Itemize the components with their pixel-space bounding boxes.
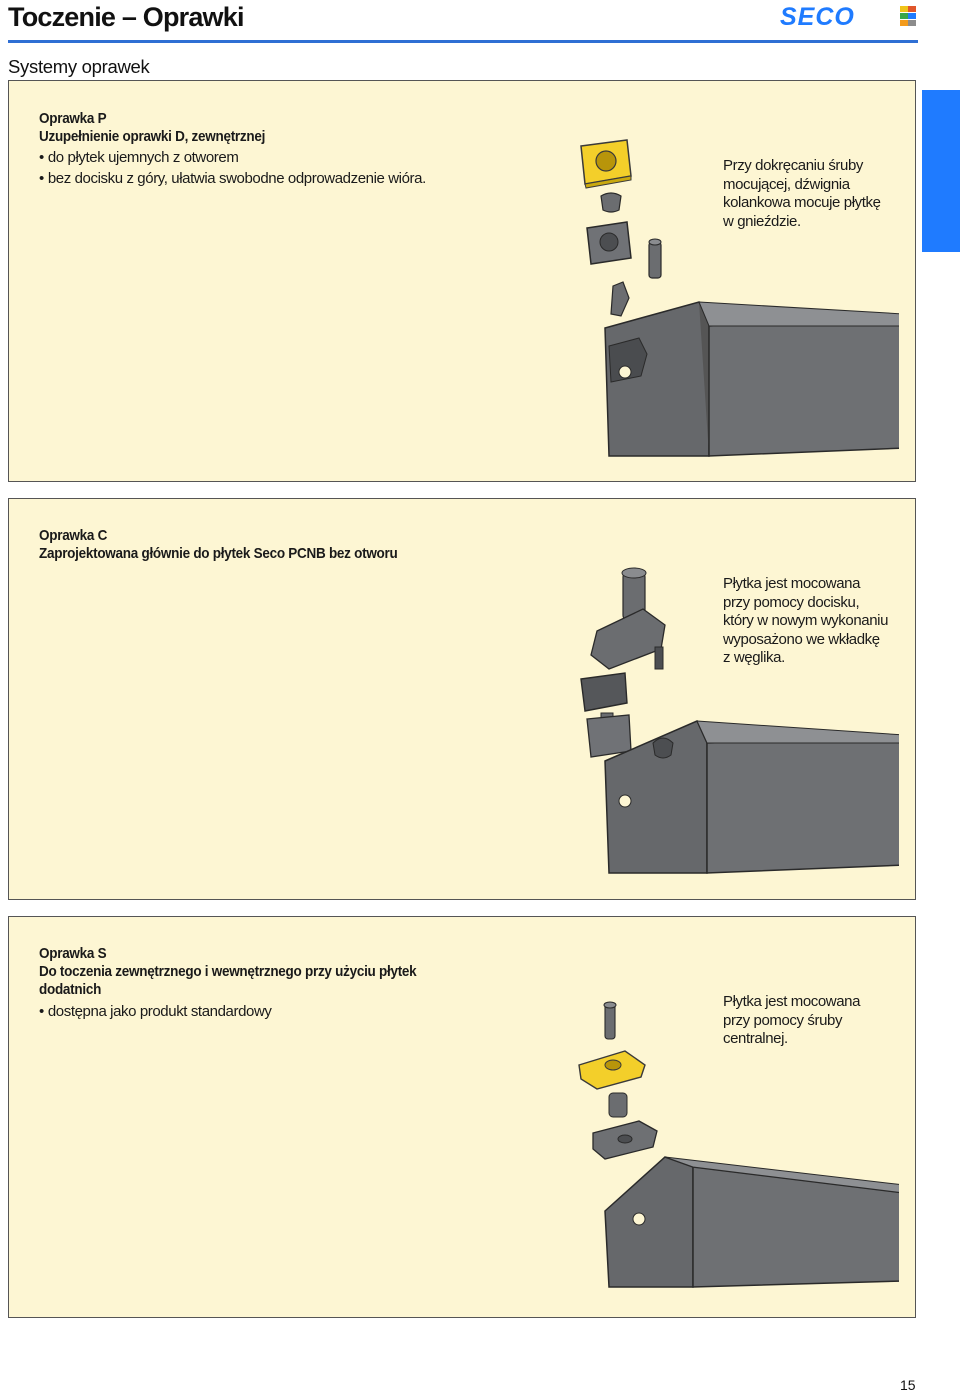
note-line: wyposażono we wkładkę <box>723 630 880 648</box>
list-item: • do płytek ujemnych z otworem <box>39 147 426 168</box>
heading-line: Do toczenia zewnętrznego i wewnętrznego przy użyciu płytek <box>39 963 417 980</box>
side-tab <box>922 90 960 252</box>
note-line: Przy dokręcaniu śruby <box>723 157 863 174</box>
header-rule <box>8 40 918 43</box>
s-holder-illustration <box>569 997 899 1297</box>
heading-line: Oprawka S <box>39 945 107 962</box>
heading-line: Uzupełnienie oprawki D, zewnętrznej <box>39 128 266 145</box>
svg-text:SECO: SECO <box>780 4 855 28</box>
seco-logo <box>780 4 918 28</box>
list-item: • dostępna jako produkt standardowy <box>39 1001 271 1022</box>
note-line: w gnieździe. <box>723 212 801 230</box>
heading-line: Oprawka C <box>39 527 108 544</box>
note-line: przy pomocy docisku, <box>723 593 860 611</box>
heading-line: Oprawka P <box>39 110 107 127</box>
note-line: mocującej, dźwignia <box>723 175 850 193</box>
c-holder-illustration <box>569 565 899 880</box>
note-line: z węglika. <box>723 649 785 666</box>
p-holder-illustration <box>569 136 899 461</box>
note-line: Płytka jest mocowana <box>723 575 861 592</box>
note-line: który w nowym wykonaniu <box>723 612 889 629</box>
note-line: Płytka jest mocowana <box>723 993 861 1010</box>
heading-line: Zaprojektowana głównie do płytek Seco PCNB bez otworu <box>39 545 398 562</box>
panel-oprawka-s <box>8 916 916 1318</box>
section-title: Systemy oprawek <box>8 56 150 77</box>
panel-oprawka-p <box>8 80 916 482</box>
bullet-list <box>39 147 426 189</box>
note-line: przy pomocy śruby <box>723 1011 843 1029</box>
page-number: 15 <box>900 1377 916 1393</box>
heading-line: dodatnich <box>39 981 102 998</box>
list-item: • bez docisku z góry, ułatwia swobodne odprowadzenie wióra. <box>39 168 426 189</box>
panel-heading <box>39 945 416 999</box>
bullet-list <box>39 1001 271 1022</box>
panel-oprawka-c <box>8 498 916 900</box>
note-line: centralnej. <box>723 1030 788 1047</box>
page-title: Toczenie – Oprawki <box>8 2 244 32</box>
panel-heading <box>39 110 265 146</box>
panel-heading <box>39 527 397 563</box>
note-line: kolankowa mocuje płytkę <box>723 194 881 211</box>
